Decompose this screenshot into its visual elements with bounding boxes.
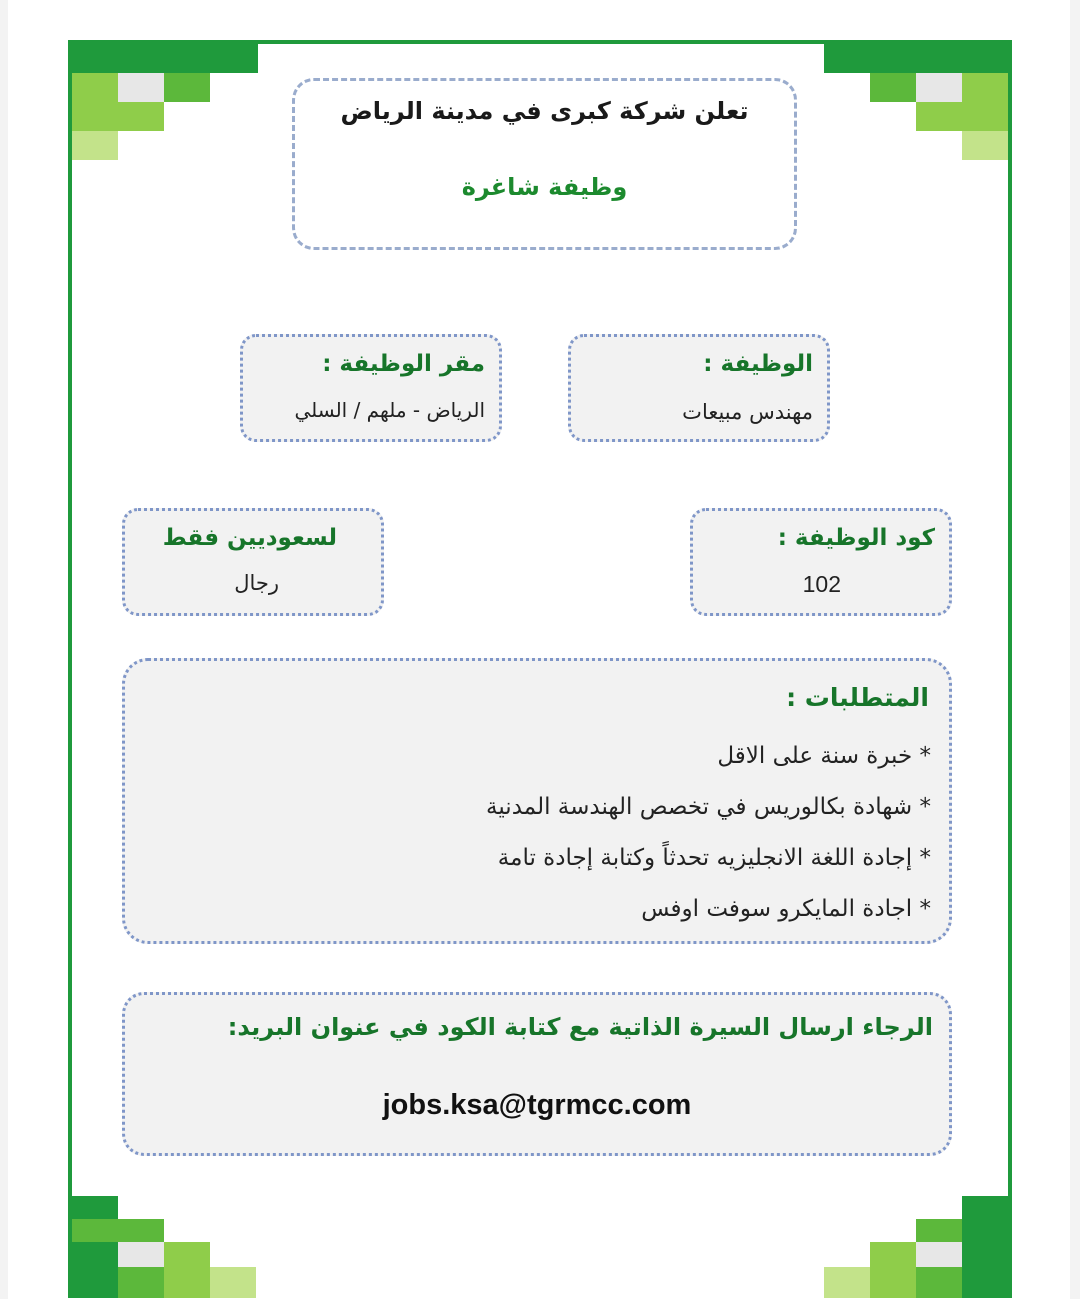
contact-email: jobs.ksa@tgrmcc.com: [382, 1089, 692, 1121]
apply-box: [122, 992, 952, 1156]
header-box: [292, 78, 797, 250]
vacancy-subtitle: وظيفة شاغرة: [461, 173, 628, 201]
eligibility-value: رجال: [234, 571, 279, 595]
requirement-item: * إجادة اللغة الانجليزيه تحدثاً وكتابة إجادة تامة: [497, 845, 931, 871]
requirement-item: * خبرة سنة على الاقل: [717, 743, 931, 769]
job-code-box: [690, 508, 952, 616]
apply-instruction: الرجاء ارسال السيرة الذاتية مع كتابة الكود في عنوان البريد:: [227, 1013, 933, 1041]
announcement-title: تعلن شركة كبرى في مدينة الرياض: [340, 97, 749, 125]
job-title-value: مهندس مبيعات: [682, 400, 813, 424]
requirements-heading: المتطلبات :: [786, 683, 929, 712]
job-code-label: كود الوظيفة :: [777, 525, 935, 551]
job-location-box: [240, 334, 502, 442]
job-title-label: الوظيفة :: [703, 351, 813, 377]
job-location-label: مقر الوظيفة :: [322, 351, 485, 377]
requirements-box: [122, 658, 952, 944]
requirement-item: * اجادة المايكرو سوفت اوفس: [641, 896, 931, 922]
job-location-value: الرياض - ملهم / السلي: [294, 398, 485, 422]
requirements-list: [486, 731, 931, 935]
job-title-box: [568, 334, 830, 442]
eligibility-label: لسعوديين فقط: [162, 525, 337, 551]
requirement-item: * شهادة بكالوريس في تخصص الهندسة المدنية: [486, 794, 931, 820]
eligibility-box: [122, 508, 384, 616]
job-code-value: 102: [802, 571, 841, 597]
